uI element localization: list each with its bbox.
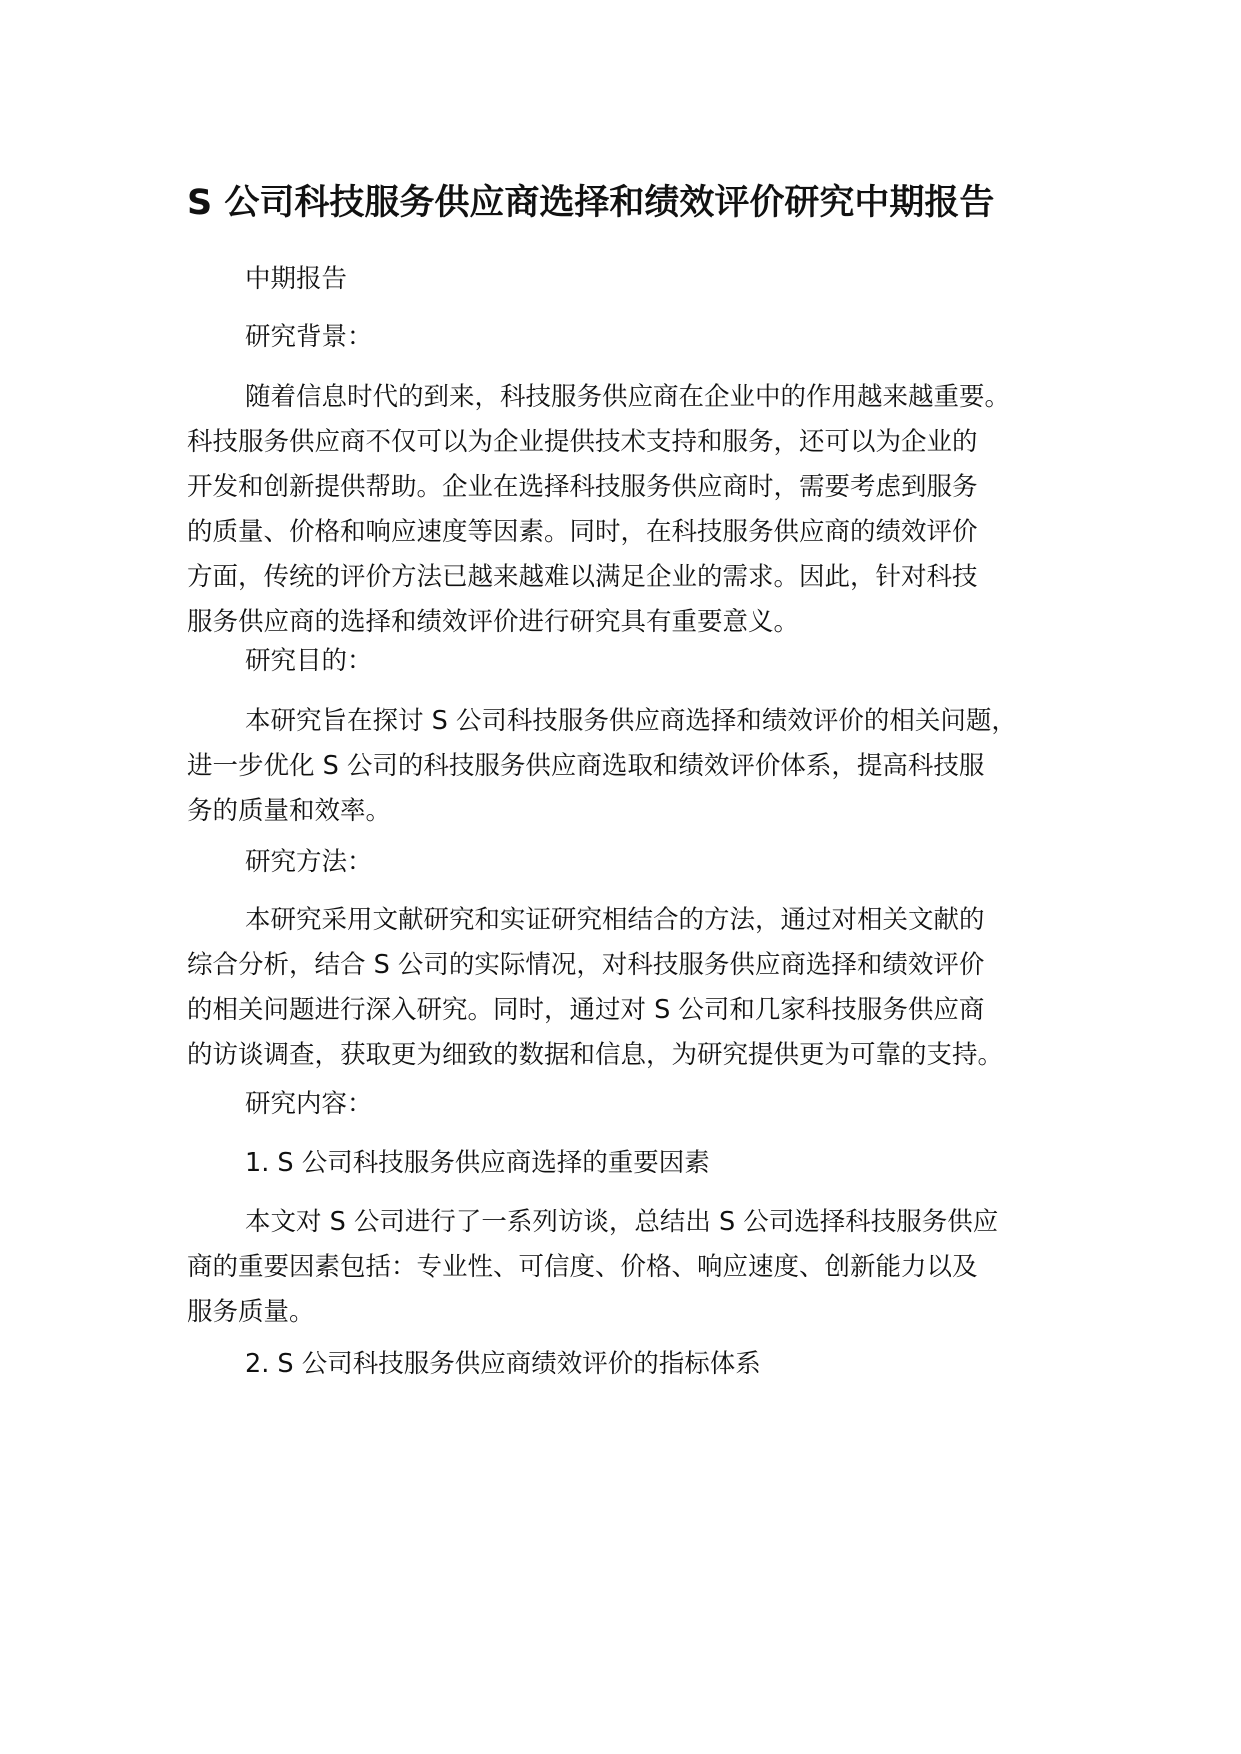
paragraph-selection-factors: [187, 1200, 998, 1335]
text-line: 的访谈调查，获取更为细致的数据和信息，为研究提供更为可靠的支持。: [187, 1040, 1004, 1070]
text-line: 方面，传统的评价方法已越来越难以满足企业的需求。因此，针对科技: [187, 562, 978, 592]
paragraph-method: [187, 898, 1003, 1078]
text-line: 进一步优化 S 公司的科技服务供应商选取和绩效评价体系，提高科技服: [187, 751, 985, 781]
text-line: 服务质量。: [187, 1297, 315, 1327]
paragraph-purpose: [187, 699, 1017, 834]
text-line: 科技服务供应商不仅可以为企业提供技术支持和服务，还可以为企业的: [187, 427, 978, 457]
text-line: 研究内容：: [245, 1089, 373, 1119]
text-line: 2. S 公司科技服务供应商绩效评价的指标体系: [245, 1349, 761, 1379]
paragraph-report-label: [187, 257, 347, 302]
text-line: 服务供应商的选择和绩效评价进行研究具有重要意义。: [187, 607, 800, 637]
subheading-selection-factors: [187, 1141, 710, 1186]
heading-method: [187, 840, 373, 885]
heading-background: [187, 315, 373, 360]
text-line: 1. S 公司科技服务供应商选择的重要因素: [245, 1148, 710, 1178]
text-line: 本研究旨在探讨 S 公司科技服务供应商选择和绩效评价的相关问题，: [245, 706, 1017, 736]
heading-purpose: [187, 639, 373, 684]
text-line: 研究方法：: [245, 847, 373, 877]
subheading-evaluation-indicators: [187, 1342, 761, 1387]
text-line: 综合分析，结合 S 公司的实际情况，对科技服务供应商选择和绩效评价: [187, 950, 985, 980]
text-line: 研究背景：: [245, 322, 373, 352]
text-line: 开发和创新提供帮助。企业在选择科技服务供应商时，需要考虑到服务: [187, 472, 978, 502]
text-line: 随着信息时代的到来，科技服务供应商在企业中的作用越来越重要。: [245, 382, 1011, 412]
text-line: 务的质量和效率。: [187, 796, 392, 826]
paragraph-background: [187, 375, 1010, 645]
text-line: 的质量、价格和响应速度等因素。同时，在科技服务供应商的绩效评价: [187, 517, 978, 547]
text-line: 商的重要因素包括：专业性、可信度、价格、响应速度、创新能力以及: [187, 1252, 978, 1282]
text-line: 研究目的：: [245, 646, 373, 676]
heading-content: [187, 1082, 373, 1127]
text-line: 中期报告: [245, 264, 348, 294]
document-title: S 公司科技服务供应商选择和绩效评价研究中期报告: [187, 183, 995, 223]
text-line: 本研究采用文献研究和实证研究相结合的方法，通过对相关文献的: [245, 905, 985, 935]
text-line: 的相关问题进行深入研究。同时，通过对 S 公司和几家科技服务供应商: [187, 995, 985, 1025]
text-line: 本文对 S 公司进行了一系列访谈，总结出 S 公司选择科技服务供应: [245, 1207, 999, 1237]
